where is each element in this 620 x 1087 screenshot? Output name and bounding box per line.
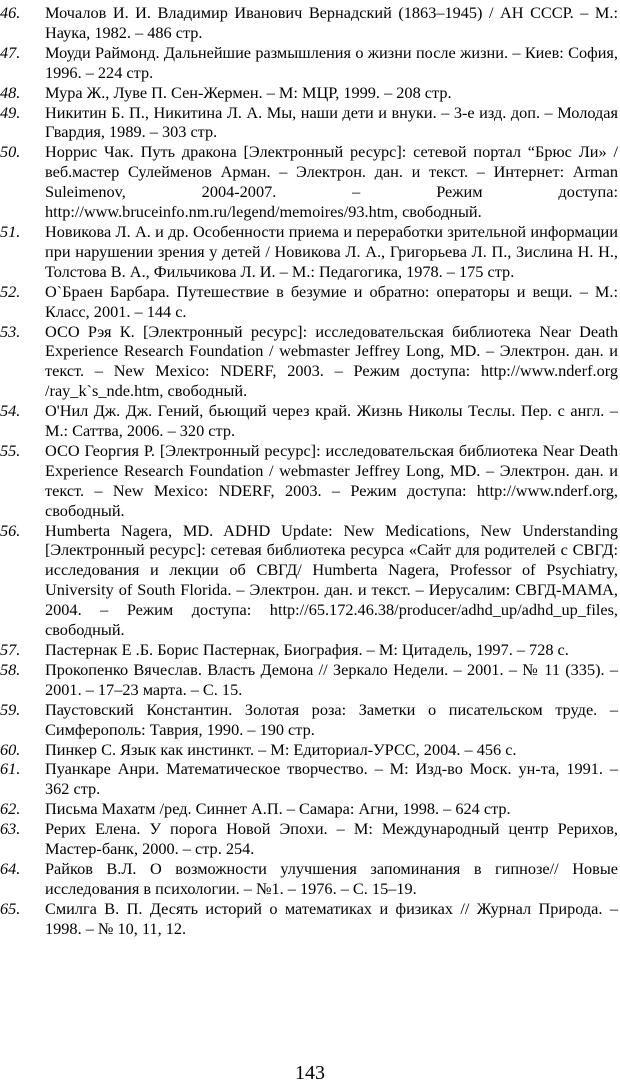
reference-list bbox=[0, 3, 620, 939]
reference-item bbox=[0, 441, 620, 521]
reference-text: Пуанкаре Анри. Математическое творчество. – М: Изд-во Моск. ун-та, 1991. – 362 стр. bbox=[45, 759, 618, 799]
page-number: 143 bbox=[295, 1062, 325, 1084]
reference-item bbox=[0, 142, 620, 222]
reference-item bbox=[0, 640, 620, 660]
reference-item bbox=[0, 83, 620, 103]
reference-text: О`Браен Барбара. Путешествие в безумие и обратно: операторы и вещи. – М.: Класс, 2001. – 144 с. bbox=[45, 281, 618, 321]
reference-text: Рерих Елена. У порога Новой Эпохи. – М: Международный центр Рерихов, Мастер-банк, 2000. – стр. 254. bbox=[45, 819, 618, 859]
reference-text: Мура Ж., Луве П. Сен-Жермен. – М: МЦР, 1999. – 208 стр. bbox=[45, 82, 452, 102]
reference-number: 53. bbox=[0, 321, 21, 341]
reference-item bbox=[0, 859, 620, 899]
reference-text: О'Нил Дж. Дж. Гений, бьющий через край. Жизнь Николы Теслы. Пер. с англ. – М.: Саттва, 2006. – 320 стр. bbox=[45, 401, 618, 441]
reference-text: ОСО Рэя К. [Электронный ресурс]: исследовательская библиотека Near Death Experience Research Foundation / webmaster Jeffrey Long, MD. – Электрон. дан. и текст. – New Mexico: NDERF, 2003. – Режим доступа: http://www.nderf.org /ray_k`s_nde.htm, свободный. bbox=[45, 321, 618, 401]
reference-number: 51. bbox=[0, 221, 21, 241]
reference-item bbox=[0, 660, 620, 700]
reference-text: Никитин Б. П., Никитина Л. А. Мы, наши дети и внуки. – 3-е изд. доп. – Молодая Гвардия, 1989. – 303 стр. bbox=[45, 102, 618, 142]
reference-number: 59. bbox=[0, 699, 21, 719]
reference-text: Пинкер С. Язык как инстинкт. – М: Едиториал-УРСС, 2004. – 456 с. bbox=[45, 739, 517, 759]
reference-text: Смилга В. П. Десять историй о математиках и физиках // Журнал Природа. – 1998. – № 10, 11, 12. bbox=[45, 898, 618, 938]
reference-item bbox=[0, 899, 620, 939]
reference-number: 60. bbox=[0, 739, 21, 759]
reference-number: 64. bbox=[0, 858, 21, 878]
reference-item bbox=[0, 3, 620, 43]
reference-number: 52. bbox=[0, 281, 21, 301]
reference-text: Моуди Раймонд. Дальнейшие размышления о жизни после жизни. – Киев: София, 1996. – 224 стр. bbox=[45, 42, 618, 82]
reference-number: 54. bbox=[0, 401, 21, 421]
reference-text: Мочалов И. И. Владимир Иванович Вернадский (1863–1945) / АН СССР. – М.: Наука, 1982. – 486 стр. bbox=[45, 3, 618, 42]
reference-item bbox=[0, 222, 620, 282]
reference-text: Письма Махатм /ред. Синнет А.П. – Самара: Агни, 1998. – 624 стр. bbox=[45, 799, 511, 819]
reference-number: 63. bbox=[0, 819, 21, 839]
reference-number: 65. bbox=[0, 898, 21, 918]
reference-number: 57. bbox=[0, 640, 21, 659]
reference-item bbox=[0, 282, 620, 322]
reference-number: 62. bbox=[0, 799, 21, 819]
reference-text: Райков В.Л. О возможности улучшения запоминания в гипнозе// Новые исследования в психологии. – №1. – 1976. – С. 15–19. bbox=[45, 858, 618, 898]
reference-text: Пастернак Е .Б. Борис Пастернак, Биография. – М: Цитадель, 1997. – 728 с. bbox=[45, 640, 569, 659]
reference-text: Паустовский Константин. Золотая роза: Заметки о писательском труде. – Симферополь: Таврия, 1990. – 190 стр. bbox=[45, 699, 618, 739]
reference-item bbox=[0, 759, 620, 799]
reference-text: Норрис Чак. Путь дракона [Электронный ресурс]: сетевой портал “Брюс Ли» / веб.мастер Сулейменов Арман. – Электрон. дан. и текст. – Интернет: Arman Suleimenov, 2004-2007. – Режим доступа: http://www.bruceinfo.nm.ru/legend/memoires/93.htm, свободный. bbox=[45, 142, 618, 222]
reference-number: 56. bbox=[0, 520, 21, 540]
reference-number: 48. bbox=[0, 82, 21, 102]
reference-item bbox=[0, 521, 620, 640]
reference-item bbox=[0, 43, 620, 83]
reference-number: 58. bbox=[0, 659, 21, 679]
reference-text: Humberta Nagera, MD. ADHD Update: New Medications, New Understanding [Электронный ресурс]: сетевая библиотека ресурса «Сайт для родителей с СВГД: исследования и лекции об СВГД/ Humberta Nagera, Professor of Psychiatry, University of South Florida. – Электрон. дан. и текст. – Иерусалим: СВГД-МАМА, 2004. – Режим доступа: http://65.172.46.38/producer/adhd_up/adhd_up_files, свободный. bbox=[45, 520, 618, 640]
reference-text: Новикова Л. А. и др. Особенности приема и переработки зрительной информации при нарушении зрения у детей / Новикова Л. А., Григорьева Л. П., Зислина Н. Н., Толстова В. А., Фильчикова Л. И. – М.: Педагогика, 1978. – 175 стр. bbox=[45, 221, 618, 281]
reference-number: 50. bbox=[0, 142, 21, 162]
reference-item bbox=[0, 401, 620, 441]
reference-item bbox=[0, 740, 620, 760]
reference-number: 61. bbox=[0, 759, 21, 779]
reference-item bbox=[0, 799, 620, 819]
reference-number: 49. bbox=[0, 102, 21, 122]
reference-number: 47. bbox=[0, 42, 21, 62]
reference-item bbox=[0, 700, 620, 740]
reference-text: Прокопенко Вячеслав. Власть Демона // Зеркало Недели. – 2001. – № 11 (335). – 2001. – 17–23 марта. – С. 15. bbox=[45, 659, 618, 699]
reference-number: 55. bbox=[0, 440, 21, 460]
reference-text: ОСО Георгия Р. [Электронный ресурс]: исследовательская библиотека Near Death Experience Research Foundation / webmaster Jeffrey Long, MD. – Электрон. дан. и текст. – New Mexico: NDERF, 2003. – Режим доступа: http://www.nderf.org, свободный. bbox=[45, 440, 618, 520]
reference-item bbox=[0, 322, 620, 402]
reference-item bbox=[0, 103, 620, 143]
reference-number: 46. bbox=[0, 3, 21, 22]
reference-item bbox=[0, 819, 620, 859]
